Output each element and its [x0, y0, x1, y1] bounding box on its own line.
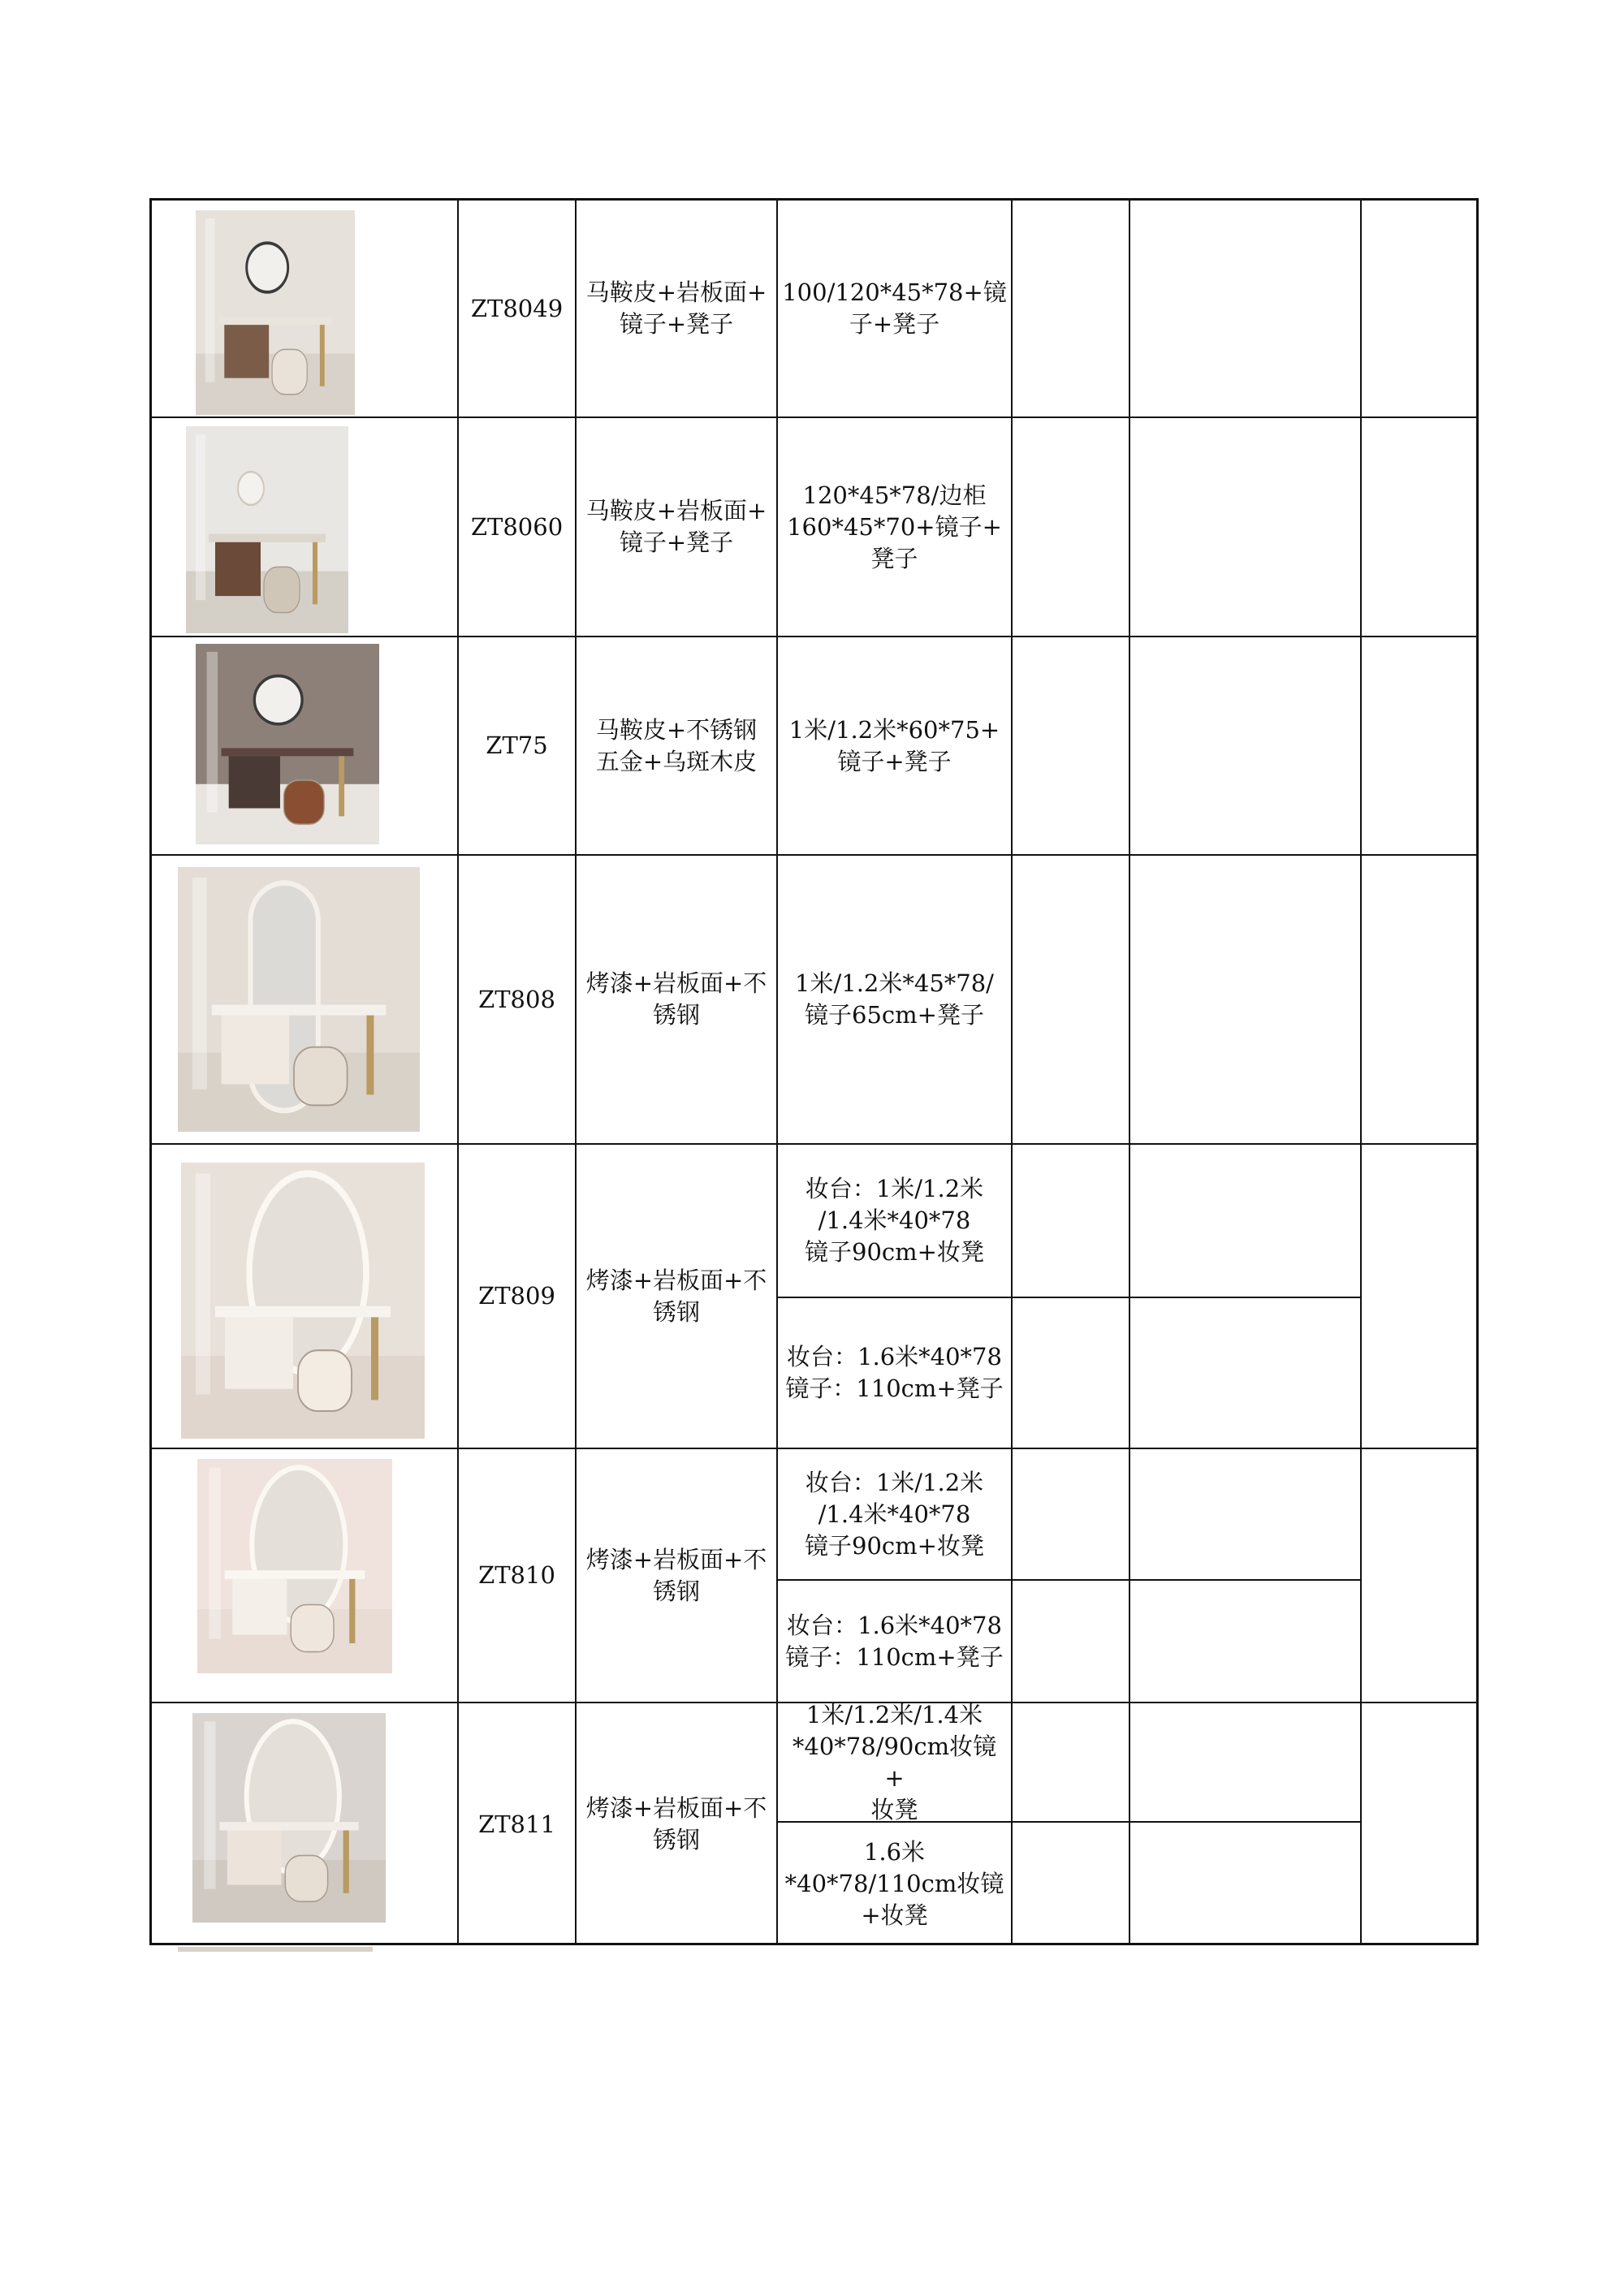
blank-cell: [1362, 1703, 1479, 1945]
vanity-photo-zt8049: [196, 210, 355, 415]
blank-cell: [1362, 1145, 1479, 1449]
blank-cell: [1013, 1581, 1130, 1703]
vanity-photo-zt75: [196, 644, 379, 844]
blank-cell: [1013, 1823, 1130, 1945]
blank-cell: [1130, 1703, 1362, 1823]
image-cell: [152, 1703, 459, 1945]
blank-cell: [1362, 201, 1479, 418]
blank-cell: [1130, 418, 1362, 637]
blank-cell: [1130, 1823, 1362, 1945]
material-description: 烤漆+岩板面+不 锈钢: [577, 1703, 778, 1945]
model-number: ZT75: [459, 637, 577, 856]
image-cell: [152, 637, 459, 856]
product-table: [149, 198, 1479, 1945]
blank-cell: [1130, 1449, 1362, 1581]
image-cell: [152, 1145, 459, 1449]
blank-cell: [1130, 856, 1362, 1145]
blank-cell: [1130, 201, 1362, 418]
vanity-photo-zt808: [178, 867, 420, 1132]
material-description: 马鞍皮+岩板面+ 镜子+凳子: [577, 418, 778, 637]
blank-cell: [1130, 1581, 1362, 1703]
size-spec: 妆台：1米/1.2米 /1.4米*40*78 镜子90cm+妆凳: [778, 1145, 1013, 1298]
material-description: 烤漆+岩板面+不 锈钢: [577, 1145, 778, 1449]
image-cell: [152, 418, 459, 637]
blank-cell: [1013, 1298, 1130, 1449]
vanity-photo-zt8060: [186, 426, 348, 633]
vanity-photo-zt810: [197, 1459, 392, 1673]
size-spec: 1.6米 *40*78/110cm妆镜 +妆凳: [778, 1823, 1013, 1945]
blank-cell: [1130, 637, 1362, 856]
size-spec: 100/120*45*78+镜 子+凳子: [778, 201, 1013, 418]
material-description: 马鞍皮+岩板面+ 镜子+凳子: [577, 201, 778, 418]
blank-cell: [1362, 856, 1479, 1145]
blank-cell: [1362, 418, 1479, 637]
size-spec: 妆台：1.6米*40*78 镜子：110cm+凳子: [778, 1581, 1013, 1703]
blank-cell: [1362, 637, 1479, 856]
model-number: ZT808: [459, 856, 577, 1145]
blank-cell: [1013, 201, 1130, 418]
model-number: ZT811: [459, 1703, 577, 1945]
vanity-photo-zt811: [192, 1713, 386, 1923]
model-number: ZT809: [459, 1145, 577, 1449]
model-number: ZT8060: [459, 418, 577, 637]
blank-cell: [1013, 856, 1130, 1145]
size-spec: 1米/1.2米*60*75+ 镜子+凳子: [778, 637, 1013, 856]
blank-cell: [1130, 1145, 1362, 1298]
blank-cell: [1013, 1703, 1130, 1823]
vanity-photo-zt809: [181, 1163, 425, 1439]
blank-cell: [1013, 418, 1130, 637]
blank-cell: [1013, 1145, 1130, 1298]
model-number: ZT810: [459, 1449, 577, 1703]
size-spec: 120*45*78/边柜 160*45*70+镜子+ 凳子: [778, 418, 1013, 637]
blank-cell: [1362, 1449, 1479, 1703]
blank-cell: [1130, 1298, 1362, 1449]
material-description: 烤漆+岩板面+不 锈钢: [577, 856, 778, 1145]
cropped-image-edge: [178, 1947, 373, 1952]
size-spec: 1米/1.2米/1.4米 *40*78/90cm妆镜+ 妆凳: [778, 1703, 1013, 1823]
image-cell: [152, 856, 459, 1145]
material-description: 烤漆+岩板面+不 锈钢: [577, 1449, 778, 1703]
blank-cell: [1013, 1449, 1130, 1581]
model-number: ZT8049: [459, 201, 577, 418]
size-spec: 妆台：1米/1.2米 /1.4米*40*78 镜子90cm+妆凳: [778, 1449, 1013, 1581]
size-spec: 妆台：1.6米*40*78 镜子：110cm+凳子: [778, 1298, 1013, 1449]
size-spec: 1米/1.2米*45*78/ 镜子65cm+凳子: [778, 856, 1013, 1145]
image-cell: [152, 201, 459, 418]
image-cell: [152, 1449, 459, 1703]
blank-cell: [1013, 637, 1130, 856]
material-description: 马鞍皮+不锈钢 五金+乌斑木皮: [577, 637, 778, 856]
